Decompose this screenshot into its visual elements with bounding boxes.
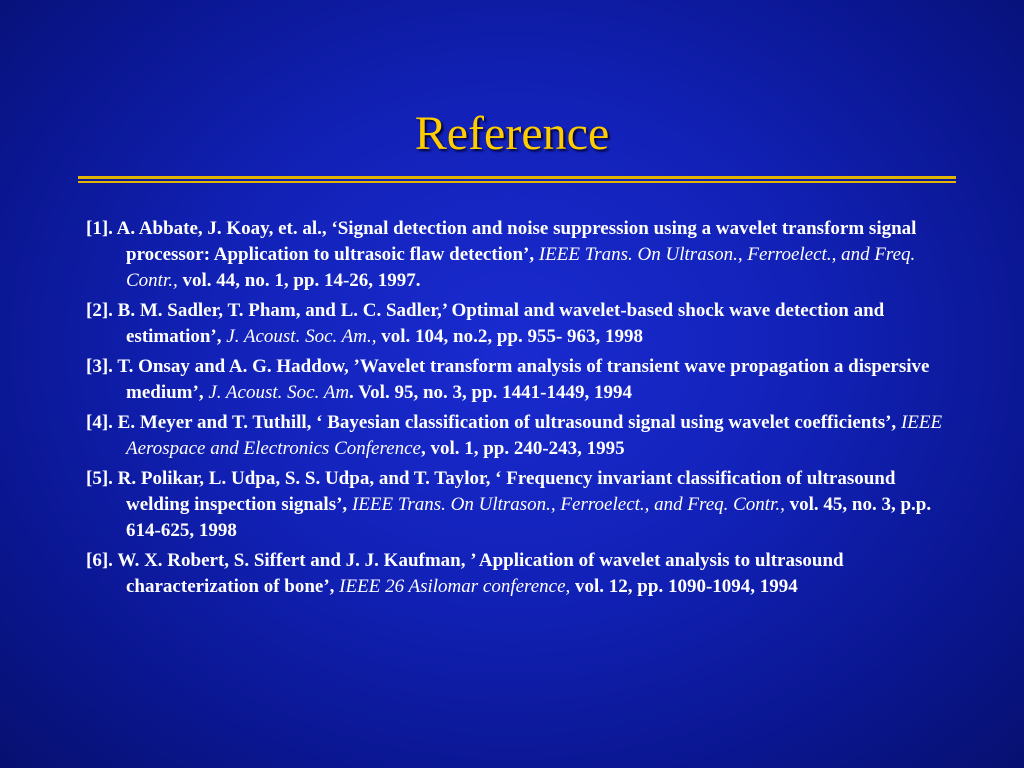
reference-item-6 bbox=[86, 548, 958, 600]
reference-item-4 bbox=[86, 410, 958, 462]
reference-journal: J. Acoust. Soc. Am bbox=[208, 382, 350, 403]
reference-journal: IEEE Trans. On Ultrason., Ferroelect., and Freq. Contr., bbox=[351, 494, 785, 515]
reference-text: T. Onsay and A. G. Haddow, ’Wavelet transform analysis of transient wave propagation a dispersive medium’, bbox=[117, 356, 930, 403]
reference-details: vol. 104, no.2, pp. 955- 963, 1998 bbox=[376, 326, 644, 347]
reference-number: [2]. bbox=[86, 300, 118, 321]
reference-details: vol. 45, no. 3, p.p. 614-625, 1998 bbox=[126, 494, 932, 541]
reference-number: [5]. bbox=[86, 468, 118, 489]
title-divider-top bbox=[78, 176, 956, 179]
reference-details: . Vol. 95, no. 3, pp. 1441-1449, 1994 bbox=[349, 382, 632, 403]
reference-item-2 bbox=[86, 298, 958, 350]
reference-item-1 bbox=[86, 216, 958, 294]
reference-journal: IEEE Trans. On Ultrason., Ferroelect., and Freq. Contr., bbox=[126, 244, 916, 291]
reference-text: R. Polikar, L. Udpa, S. S. Udpa, and T. Taylor, ‘ Frequency invariant classification of ultrasound welding inspection signals’, bbox=[117, 468, 896, 515]
title-divider-bottom bbox=[78, 181, 956, 183]
reference-details: vol. 12, pp. 1090-1094, 1994 bbox=[570, 576, 798, 597]
reference-journal: IEEE 26 Asilomar conference, bbox=[339, 576, 571, 597]
reference-number: [1]. bbox=[86, 218, 117, 239]
reference-journal: IEEE Aerospace and Electronics Conference bbox=[126, 412, 943, 459]
reference-number: [3]. bbox=[86, 356, 118, 377]
reference-text: E. Meyer and T. Tuthill, ‘ Bayesian classification of ultrasound signal using wavelet coefficients’, bbox=[117, 412, 901, 433]
reference-number: [6]. bbox=[86, 550, 118, 571]
reference-text: A. Abbate, J. Koay, et. al., ‘Signal detection and noise suppression using a wavelet transform signal processor: Application to ultrasoic flaw detection’, bbox=[116, 218, 917, 265]
reference-text: W. X. Robert, S. Siffert and J. J. Kaufman, ’ Application of wavelet analysis to ultrasound characterization of bone’, bbox=[117, 550, 844, 597]
slide-title: Reference bbox=[414, 107, 610, 160]
reference-journal: J. Acoust. Soc. Am., bbox=[226, 326, 377, 347]
reference-number: [4]. bbox=[86, 412, 118, 433]
reference-item-5 bbox=[86, 466, 958, 544]
reference-details: vol. 44, no. 1, pp. 14-26, 1997. bbox=[177, 270, 421, 291]
reference-details: , vol. 1, pp. 240-243, 1995 bbox=[420, 438, 625, 459]
reference-list bbox=[86, 216, 958, 604]
reference-item-3 bbox=[86, 354, 958, 406]
reference-text: B. M. Sadler, T. Pham, and L. C. Sadler,’ Optimal and wavelet-based shock wave detection and estimation’, bbox=[117, 300, 885, 347]
